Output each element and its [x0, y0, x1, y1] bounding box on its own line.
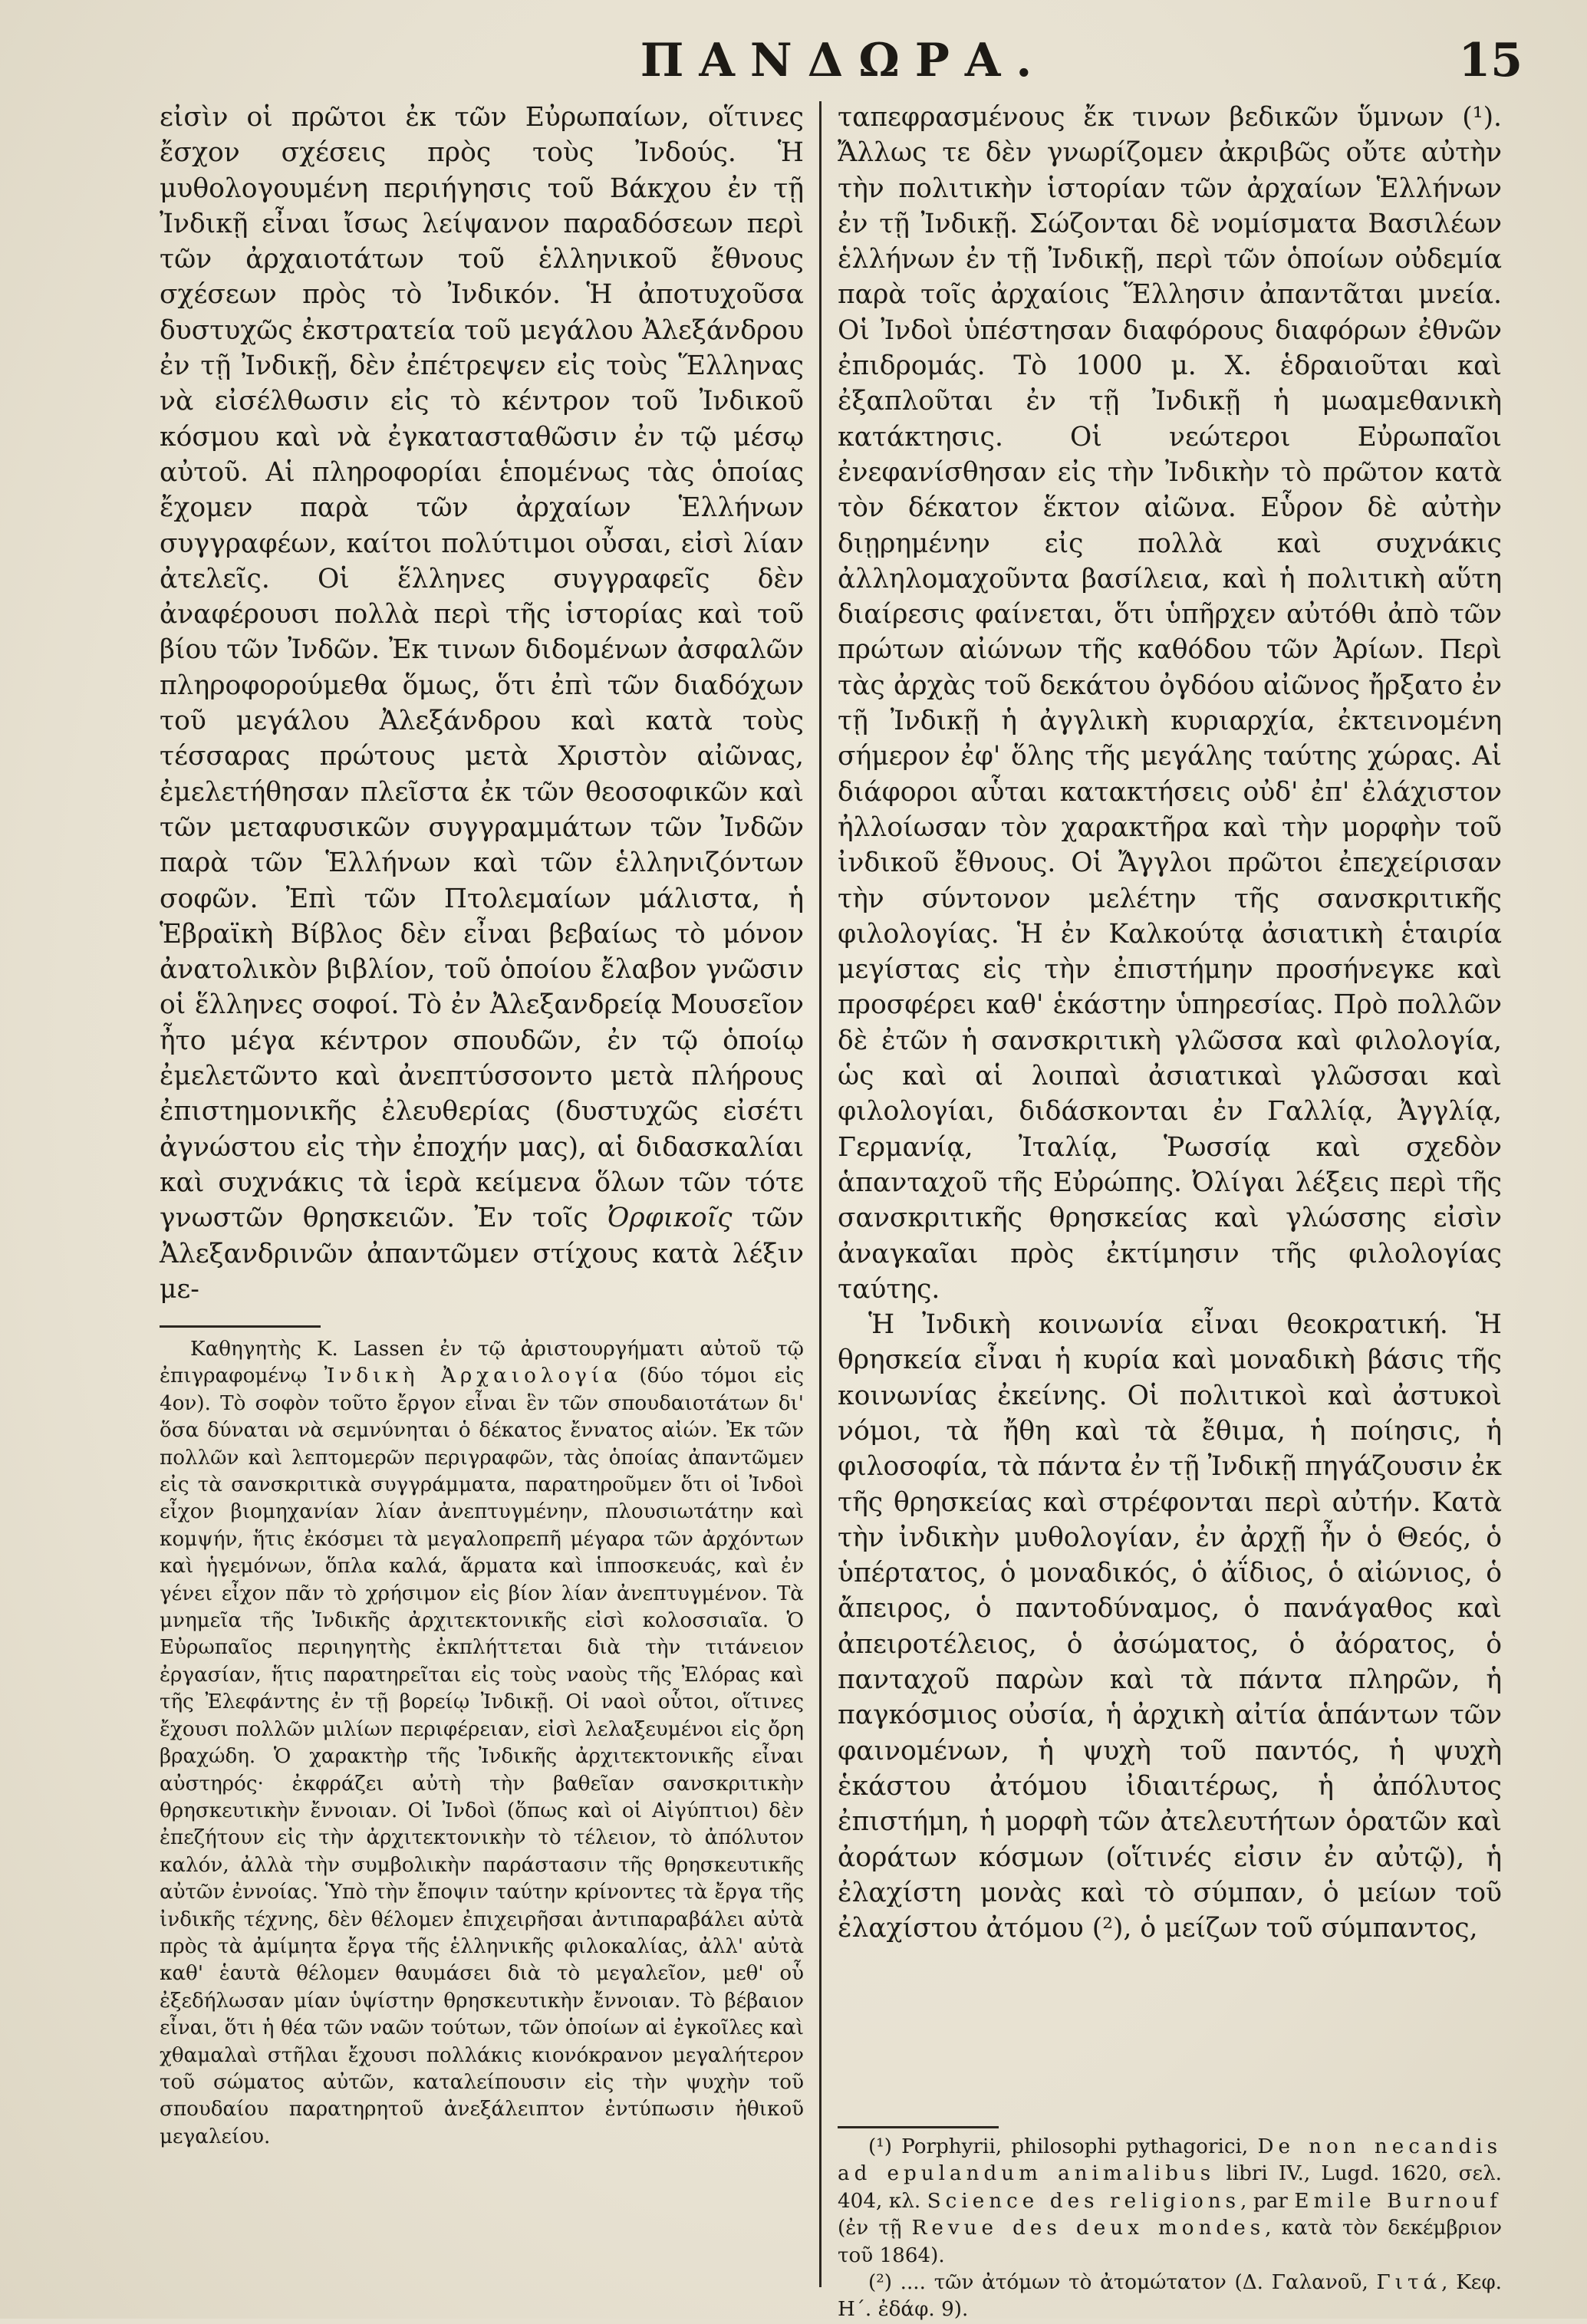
- footnote-rule-right: [838, 2126, 999, 2128]
- right-paragraph-1: ταπεφρασμένους ἔκ τινων βεδικῶν ὕμνων (¹). Ἄλλως τε δὲν γνωρίζομεν ἀκριβῶς οὔτε αὐτὴν τὴν πολιτικὴν ἱστορίαν τῶν ἀρχαίων Ἑλλήνων ἐν τῇ Ἰνδικῇ. Σώζονται δὲ νομίσματα Βασιλέων ἑλλήνων ἐν τῇ Ἰνδικῇ, περὶ τῶν ὁποίων οὐδεμία παρὰ τοῖς ἀρχαίοις Ἕλλησιν ἀπαντᾶται μνεία. Οἱ Ἰνδοὶ ὑπέστησαν διαφόρους διαφόρων ἐθνῶν ἐπιδρομάς. Τὸ 1000 μ. Χ. ἑδραιοῦται καὶ ἐξαπλοῦται ἐν τῇ Ἰνδικῇ ἡ μωαμεθανικὴ κατάκτησις. Οἱ νεώτεροι Εὐρωπαῖοι ἐνεφανίσθησαν εἰς τὴν Ἰνδικὴν τὸ πρῶτον κατὰ τὸν δέκατον ἕκτον αἰῶνα. Εὗρον δὲ αὐτὴν διῃρημένην εἰς πολλὰ καὶ συχνάκις ἀλληλομαχοῦντα βασίλεια, καὶ ἡ πολιτικὴ αὕτη διαίρεσις φαίνεται, ὅτι ὑπῆρχεν αὐτόθι ἀπὸ τῶν πρώτων αἰώνων τῆς καθόδου τῶν Ἀρίων. Περὶ τὰς ἀρχὰς τοῦ δεκάτου ὀγδόου αἰῶνος ἤρξατο ἐν τῇ Ἰνδικῇ ἡ ἀγγλικὴ κυριαρχία, ἐκτεινομένη σήμερον ἐφ' ὅλης τῆς μεγάλης ταύτης χώρας. Αἱ διάφοροι αὗται κατακτήσεις οὐδ' ἐπ' ἐλάχιστον ἠλλοίωσαν τὸν χαρακτῆρα καὶ τὴν μορφὴν τοῦ ἰνδικοῦ ἔθνους. Οἱ Ἄγγλοι πρῶτοι ἐπεχείρισαν τὴν σύντονον μελέτην τῆς σανσκριτικῆς φιλολογίας. Ἡ ἐν Καλκούτᾳ ἀσιατικὴ ἑταιρία μεγίστας εἰς τὴν ἐπιστήμην προσήνεγκε καὶ προσφέρει καθ' ἑκάστην ὑπηρεσίας. Πρὸ πολλῶν δὲ ἐτῶν ἡ σανσκριτικὴ γλῶσσα καὶ φιλολογία, ὡς καὶ αἱ λοιπαὶ ἀσιατικαὶ γλῶσσαι καὶ φιλολογίαι, διδάσκονται ἐν Γαλλίᾳ, Ἀγγλίᾳ, Γερμανίᾳ, Ἰταλίᾳ, Ῥωσσίᾳ καὶ σχεδὸν ἁπανταχοῦ τῆς Εὐρώπης. Ὀλίγαι λέξεις περὶ τῆς σανσκριτικῆς θρησκείας καὶ γλώσσης εἰσὶν ἀναγκαῖαι πρὸς ἐκτίμησιν τῆς φιλολογίας ταύτης.: [838, 102, 1502, 1305]
- left-column: [160, 100, 804, 1319]
- right-column: [838, 100, 1502, 2117]
- page-number: 15: [1458, 34, 1523, 87]
- journal-title: ΠΑΝΔΩΡΑ.: [640, 34, 1048, 87]
- italic-term: Ὀρφικοῖς: [607, 1203, 733, 1234]
- footnote-paragraph: Καθηγητὴς Κ. Lassen ἐν τῷ ἀριστουργήματι αὐτοῦ τῷ ἐπιγραφομένῳ Ἰνδικὴ Ἀρχαιολογία (δύο τόμοι εἰς 4ον). Τὸ σοφὸν τοῦτο ἔργον εἶναι ἓν τῶν σπουδαιοτάτων δι' ὅσα δύναται νὰ σεμνύνηται ὁ δέκατος ἔννατος αἰών. Ἐκ τῶν πολλῶν καὶ λεπτομερῶν περιγραφῶν, τὰς ὁποίας ἀπαντῶμεν εἰς τὰ σανσκριτικὰ συγγράμματα, παρατηροῦμεν ὅτι οἱ Ἰνδοὶ εἶχον βιομηχανίαν λίαν ἀνεπτυγμένην, πλουσιωτάτην καὶ κομψήν, ἥτις ἐκόσμει τὰ μεγαλοπρεπῆ μέγαρα τῶν ἀρχόντων καὶ ἡγεμόνων, ὅπλα καλά, ἅρματα καὶ ἱπποσκευάς, καὶ ἐν γένει εἶχον πᾶν τὸ χρήσιμον εἰς βίον λίαν ἀνεπτυγμένον. Τὰ μνημεῖα τῆς Ἰνδικῆς ἀρχιτεκτονικῆς εἰσὶ κολοσσιαῖα. Ὁ Εὐρωπαῖος περιηγητὴς ἐκπλήττεται διὰ τὴν τιτάνειον ἐργασίαν, ἥτις παρατηρεῖται εἰς τοὺς ναοὺς τῆς Ἐλόρας καὶ τῆς Ἐλεφάντης ἐν τῇ βορείῳ Ἰνδικῇ. Οἱ ναοὶ οὗτοι, οἵτινες ἔχουσι πολλῶν μιλίων περιφέρειαν, εἰσὶ λελαξευμένοι εἰς ὄρη βραχώδη. Ὁ χαρακτὴρ τῆς Ἰνδικῆς ἀρχιτεκτονικῆς εἶναι αὐστηρός· ἐκφράζει αὐτὴ τὴν βαθεῖαν σανσκριτικὴν θρησκευτικὴν ἔννοιαν. Οἱ Ἰνδοὶ (ὅπως καὶ οἱ Αἰγύπτιοι) δὲν ἐπεζήτουν εἰς τὴν ἀρχιτεκτονικὴν τὸ τέλειον, τὸ ἀπόλυτον καλόν, ἀλλὰ τὴν συμβολικὴν παράστασιν τῆς θρησκευτικῆς αὐτῶν ἐννοίας. Ὑπὸ τὴν ἔποψιν ταύτην κρίνοντες τὰ ἔργα τῆς ἰνδικῆς τέχνης, δὲν θέλομεν ἐπιχειρῆσαι ἀντιπαραβάλει αὐτὰ πρὸς τὰ ἀμίμητα ἔργα τῆς ἑλληνικῆς φιλοκαλίας, ἀλλ' αὐτὰ καθ' ἑαυτὰ θέλομεν θαυμάσει διὰ τὸ μεγαλεῖον, μεθ' οὗ ἐξεδήλωσαν μίαν ὑψίστην θρησκευτικὴν ἔννοιαν. Τὸ βέβαιον εἶναι, ὅτι ἡ θέα τῶν ναῶν τούτων, τῶν ὁποίων αἱ ἐγκοῖλες καὶ χθαμαλαὶ στῆλαι ἔχουσι πολλάκις κιονόκρανον μεγαλήτερον τοῦ σώματος αὐτῶν, καταλείπουσιν εἰς τὴν ψυχὴν τοῦ σπουδαίου παρατηρητοῦ ἀνεξάλειπτον ἐντύπωσιν ἠθικοῦ μεγαλείου.: [160, 1338, 804, 2148]
- left-footnote: [160, 1336, 804, 2287]
- footnote-rule-left: [160, 1325, 321, 1328]
- right-footnotes: [838, 2134, 1503, 2322]
- running-head: [165, 29, 1523, 91]
- footnote-1: (¹) Porphyrii, philosophi pythagorici, De non necandis ad epulandum animalibus libri IV., Lugd. 1620, σελ. 404, κλ. Science des religions, par Emile Burnouf (ἐν τῇ Revue des deux mondes, κατὰ τὸν δεκέμβριον τοῦ 1864).: [838, 2135, 1503, 2267]
- footnote-2: (²) .... τῶν ἀτόμων τὸ ἀτομώτατον (Δ. Γαλανοῦ, Γιτά, Κεφ. Η΄. ἐδάφ. 9).: [838, 2271, 1502, 2322]
- column-divider: [819, 101, 821, 2287]
- right-paragraph-2: Ἡ Ἰνδικὴ κοινωνία εἶναι θεοκρατική. Ἡ θρησκεία εἶναι ἡ κυρία καὶ μοναδικὴ βάσις τῆς κοινωνίας ἐκείνης. Οἱ πολιτικοὶ καὶ ἀστυκοὶ νόμοι, τὰ ἤθη καὶ τὰ ἔθιμα, ἡ ποίησις, ἡ φιλοσοφία, τὰ πάντα ἐν τῇ Ἰνδικῇ πηγάζουσιν ἐκ τῆς θρησκείας καὶ στρέφονται περὶ αὐτήν. Κατὰ τὴν ἰνδικὴν μυθολογίαν, ἐν ἀρχῇ ἦν ὁ Θεός, ὁ ὑπέρτατος, ὁ μοναδικός, ὁ ἀΐδιος, ὁ αἰώνιος, ὁ ἄπειρος, ὁ παντοδύναμος, ὁ πανάγαθος καὶ ἀπειροτέλειος, ὁ ἀσώματος, ὁ ἀόρατος, ὁ πανταχοῦ παρὼν καὶ τὰ πάντα πληρῶν, ἡ παγκόσμιος οὐσία, ἡ ἀρχικὴ αἰτία ἁπάντων τῶν φαινομένων, ἡ ψυχὴ τοῦ παντός, ἡ ψυχὴ ἑκάστου ἀτόμου ἰδιαιτέρως, ἡ ἀπόλυτος ἐπιστήμη, ἡ μορφὴ τῶν ἀτελευτήτων ὁρατῶν καὶ ἀοράτων κόσμων (οἵτινές εἰσιν ἐν αὐτῷ), ἡ ἐλαχίστη μονὰς καὶ τὸ σύμπαν, ὁ μείων τοῦ ἐλαχίστου ἀτόμου (²), ὁ μείζων τοῦ σύμπαντος,: [838, 1309, 1502, 1944]
- left-column-text: εἰσὶν οἱ πρῶτοι ἐκ τῶν Εὐρωπαίων, οἵτινες ἔσχον σχέσεις πρὸς τοὺς Ἰνδούς. Ἡ μυθολογουμένη περιήγησις τοῦ Βάκχου ἐν τῇ Ἰνδικῇ εἶναι ἴσως λείψανον παραδόσεων περὶ τῶν ἀρχαιοτάτων τοῦ ἑλληνικοῦ ἔθνους σχέσεων πρὸς τὸ Ἰνδικόν. Ἡ ἀποτυχοῦσα δυστυχῶς ἐκστρατεία τοῦ μεγάλου Ἀλεξάνδρου ἐν τῇ Ἰνδικῇ, δὲν ἐπέτρεψεν εἰς τοὺς Ἕλληνας νὰ εἰσέλθωσιν εἰς τὸ κέντρον τοῦ Ἰνδικοῦ κόσμου καὶ νὰ ἐγκατασταθῶσιν ἐν τῷ μέσῳ αὐτοῦ. Αἱ πληροφορίαι ἑπομένως τὰς ὁποίας ἔχομεν παρὰ τῶν ἀρχαίων Ἑλλήνων συγγραφέων, καίτοι πολύτιμοι οὖσαι, εἰσὶ λίαν ἀτελεῖς. Οἱ ἕλληνες συγγραφεῖς δὲν ἀναφέρουσι πολλὰ περὶ τῆς ἱστορίας καὶ τοῦ βίου τῶν Ἰνδῶν. Ἐκ τινων διδομένων ἀσφαλῶν πληροφορούμεθα ὅμως, ὅτι ἐπὶ τῶν διαδόχων τοῦ μεγάλου Ἀλεξάνδρου καὶ κατὰ τοὺς τέσσαρας πρώτους μετὰ Χριστὸν αἰῶνας, ἐμελετήθησαν πλεῖστα ἐκ τῶν θεοσοφικῶν καὶ τῶν μεταφυσικῶν συγγραμμάτων τῶν Ἰνδῶν παρὰ τῶν Ἑλλήνων καὶ τῶν ἑλληνιζόντων σοφῶν. Ἐπὶ τῶν Πτολεμαίων μάλιστα, ἡ Ἑβραϊκὴ Βίβλος δὲν εἶναι βεβαίως τὸ μόνον ἀνατολικὸν βιβλίον, τοῦ ὁποίου ἔλαβον γνῶσιν οἱ ἕλληνες σοφοί. Τὸ ἐν Ἀλεξανδρείᾳ Μουσεῖον ἦτο μέγα κέντρον σπουδῶν, ἐν τῷ ὁποίῳ ἐμελετῶντο καὶ ἀνεπτύσσοντο μετὰ πλήρους ἐπιστημονικῆς ἐλευθερίας (δυστυχῶς εἰσέτι ἀγνώστου εἰς τὴν ἐποχήν μας), αἱ διδασκαλίαι καὶ συχνάκις τὰ ἱερὰ κείμενα ὅλων τῶν τότε γνωστῶν θρησκειῶν. Ἐν τοῖς Ὀρφικοῖς τῶν Ἀλεξανδρινῶν ἀπαντῶμεν στίχους κατὰ λέξιν με-: [160, 102, 804, 1305]
- spaced-title: Ἰνδικὴ Ἀρχαιολογία: [324, 1364, 622, 1388]
